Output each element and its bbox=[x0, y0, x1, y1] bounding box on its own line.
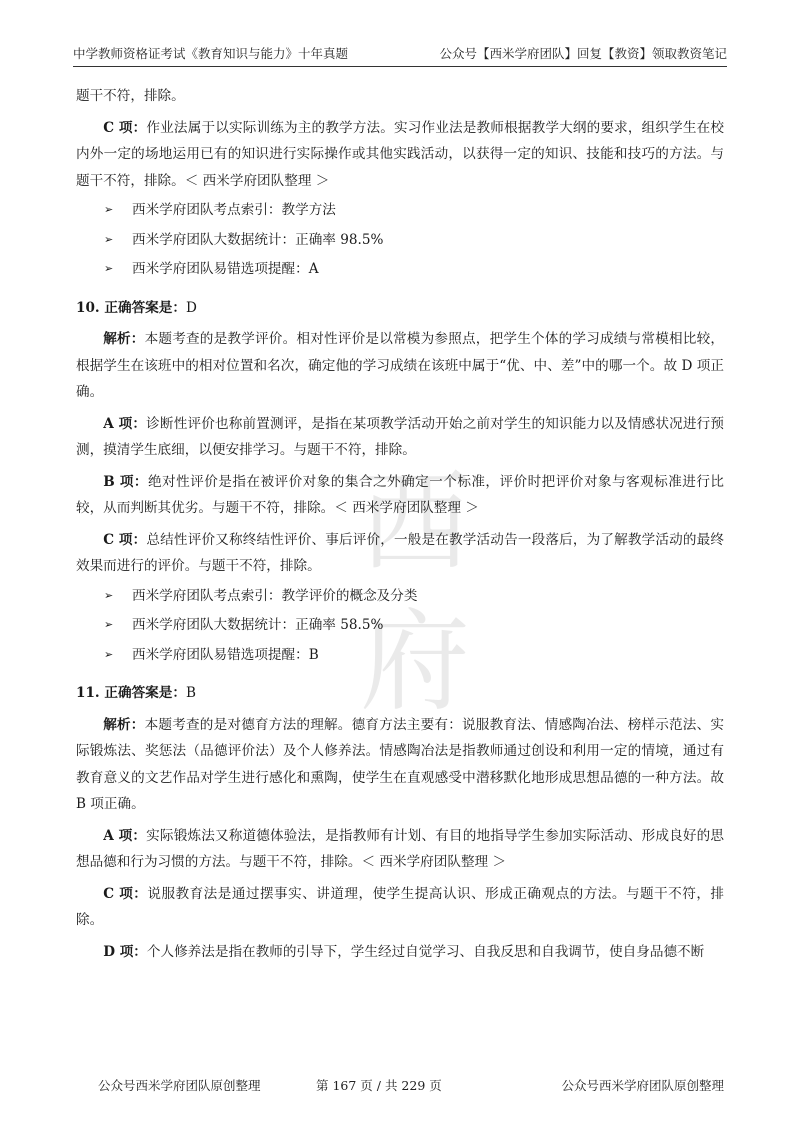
footer-left: 公众号西米学府团队原创整理 bbox=[98, 1078, 261, 1093]
footer-right: 公众号西米学府团队原创整理 bbox=[561, 1078, 724, 1093]
paragraph bbox=[76, 115, 724, 195]
bullet-text: 西米学府团队大数据统计：正确率 98.5% bbox=[132, 231, 384, 248]
header-title: 中学教师资格证考试《教育知识与能力》十年真题 bbox=[73, 46, 349, 61]
question-number: 11. bbox=[76, 685, 100, 701]
paragraph bbox=[76, 939, 724, 966]
bullet-item bbox=[76, 256, 724, 283]
page-number: 第 167 页 / 共 229 页 bbox=[316, 1078, 442, 1093]
paragraph-text: 本题考查的是教学评价。相对性评价是以常模为参照点，把学生个体的学习成绩与常模相比较，根据学生在该班中的相对位置和名次，确定他的学习成绩在该班中属于“优、中、差”中的哪一个。故 D 项正确。 bbox=[76, 331, 725, 400]
watermark-glyph-2: 府 bbox=[360, 598, 470, 726]
paragraph-text: 诊断性评价也称前置测评，是指在某项教学活动开始之前对学生的知识能力以及情感状况进行预测，摸清学生底细，以便安排学习。与题干不符，排除。 bbox=[76, 415, 725, 458]
paragraph-text: 作业法属于以实际训练为主的教学方法。实习作业法是教师根据教学大纲的要求，组织学生在校内外一定的场地运用已有的知识进行实际操作或其他实践活动，以获得一定的知识、技能和技巧的方法。与题干不符，排除。＜ 西米学府团队整理 ＞ bbox=[76, 119, 724, 189]
bullet-item bbox=[76, 227, 724, 254]
option-label: 解析： bbox=[103, 716, 145, 733]
option-label: C 项： bbox=[103, 531, 147, 548]
question-heading bbox=[76, 680, 724, 707]
paragraph-text: 本题考查的是对德育方法的理解。德育方法主要有：说服教育法、情感陶冶法、榜样示范法、实际锻炼法、奖惩法（品德评价法）及个人修养法。情感陶冶法是指教师通过创设和利用一定的情境，通过有教育意义的文艺作品对学生进行感化和熏陶，使学生在直观感受中潜移默化地形成思想品德的一种方法。故 B 项正确。 bbox=[76, 716, 725, 812]
paragraph-text: 总结性评价又称终结性评价、事后评价，一般是在教学活动告一段落后，为了解教学活动的最终效果而进行的评价。与题干不符，排除。 bbox=[76, 531, 724, 574]
bullet-item bbox=[76, 583, 724, 610]
paragraph-text: 绝对性评价是指在被评价对象的集合之外确定一个标准，评价时把评价对象与客观标准进行比较，从而判断其优劣。与题干不符，排除。＜ 西米学府团队整理 ＞ bbox=[76, 473, 724, 516]
watermark-glyph-1: 西 bbox=[360, 458, 470, 586]
arrow-bullet-icon: ➢ bbox=[104, 647, 114, 661]
document-body bbox=[76, 78, 724, 965]
paragraph bbox=[76, 326, 724, 406]
option-label: 解析： bbox=[103, 331, 145, 347]
bullet-text: 西米学府团队考点索引：教学方法 bbox=[132, 202, 336, 218]
arrow-bullet-icon: ➢ bbox=[104, 618, 114, 631]
answer-label: 正确答案是： bbox=[104, 685, 186, 701]
paragraph bbox=[76, 83, 724, 110]
paragraph bbox=[76, 469, 724, 522]
paragraph-text: 个人修养法是指在教师的引导下，学生经过自觉学习、自我反思和自我调节，使自身品德不断 bbox=[146, 943, 705, 960]
arrow-bullet-icon: ➢ bbox=[104, 203, 114, 216]
option-label: B 项： bbox=[103, 473, 148, 490]
bullet-item bbox=[76, 197, 724, 224]
bullet-text: 西米学府团队考点索引：教学评价的概念及分类 bbox=[132, 587, 418, 604]
page-header bbox=[73, 40, 727, 67]
paragraph bbox=[76, 712, 724, 818]
option-label: A 项： bbox=[103, 415, 147, 432]
paragraph bbox=[76, 527, 724, 580]
arrow-bullet-icon: ➢ bbox=[104, 588, 114, 602]
answer-value: B bbox=[185, 685, 196, 701]
bullet-text: 西米学府团队大数据统计：正确率 58.5% bbox=[132, 617, 384, 633]
paragraph-text: 说服教育法是通过摆事实、讲道理，使学生提高认识、形成正确观点的方法。与题干不符，排除。 bbox=[76, 885, 724, 928]
answer-value: D bbox=[185, 299, 197, 316]
option-label: C 项： bbox=[103, 885, 148, 902]
paragraph bbox=[76, 881, 724, 934]
page-footer bbox=[76, 1076, 724, 1096]
option-label: D 项： bbox=[103, 943, 147, 960]
paragraph bbox=[76, 823, 724, 876]
bullet-item bbox=[76, 642, 724, 669]
question-heading bbox=[76, 295, 724, 322]
bullet-text: 西米学府团队易错选项提醒：A bbox=[132, 261, 319, 277]
paragraph-text: 实际锻炼法又称道德体验法，是指教师有计划、有目的地指导学生参加实际活动、形成良好的思想品德和行为习惯的方法。与题干不符，排除。＜ 西米学府团队整理 ＞ bbox=[76, 827, 725, 870]
question-number: 10. bbox=[76, 299, 100, 316]
answer-label: 正确答案是： bbox=[104, 299, 186, 316]
header-promo: 公众号【西米学府团队】回复【教资】领取教资笔记 bbox=[439, 46, 727, 61]
option-label: C 项： bbox=[103, 119, 147, 136]
arrow-bullet-icon: ➢ bbox=[104, 232, 114, 246]
paragraph bbox=[76, 411, 724, 464]
paragraph-text: 题干不符，排除。 bbox=[76, 88, 185, 104]
bullet-item bbox=[76, 612, 724, 639]
bullet-text: 西米学府团队易错选项提醒：B bbox=[132, 646, 319, 663]
arrow-bullet-icon: ➢ bbox=[104, 262, 114, 275]
option-label: A 项： bbox=[103, 827, 147, 844]
